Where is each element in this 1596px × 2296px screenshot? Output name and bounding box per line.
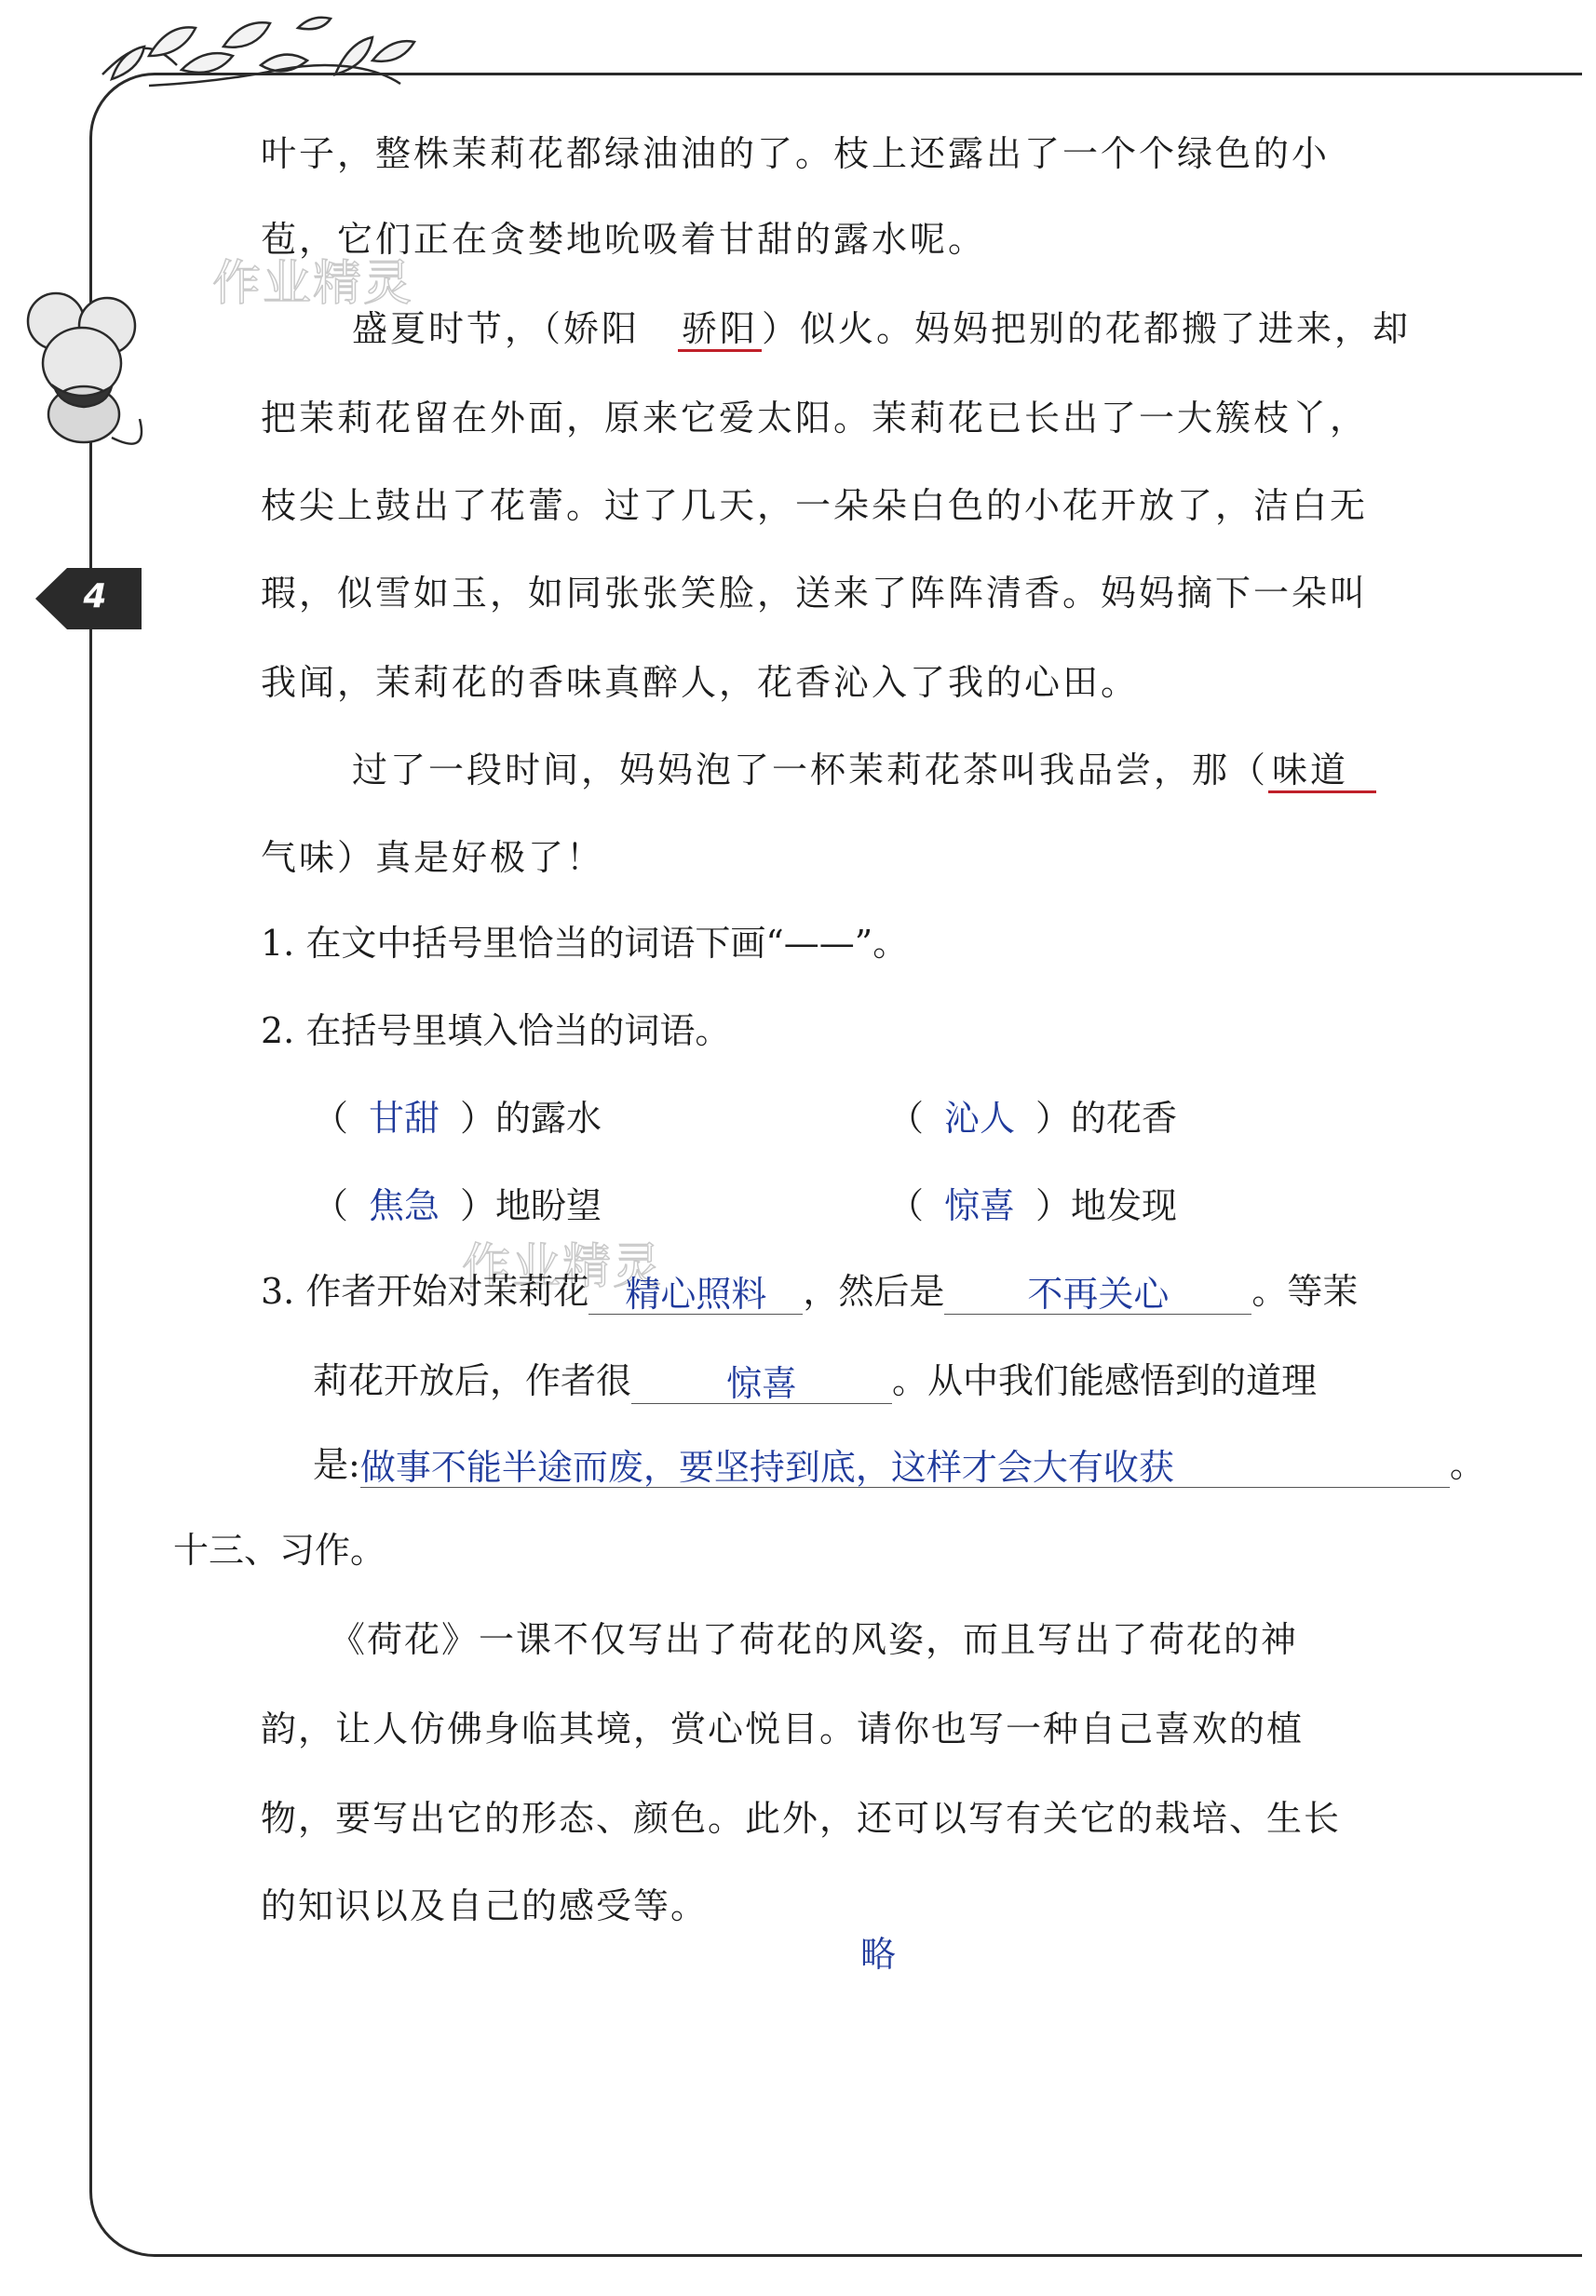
page-number: 4 [83, 577, 107, 615]
question-1: 1. 在文中括号里恰当的词语下画“——”。 [261, 923, 909, 964]
q2-item: （ 焦急 ）地盼望 [313, 1182, 602, 1229]
answer-blank: 不再关心 [944, 1271, 1251, 1315]
passage-line: 我闻，茉莉花的香味真醉人，花香沁入了我的心田。 [261, 662, 1140, 703]
question-2: 2. 在括号里填入恰当的词语。 [261, 1010, 731, 1051]
passage-line [352, 747, 1376, 793]
answer-text: 沁人 [944, 1098, 1016, 1139]
passage-text: 盛夏时节，（娇阳 [352, 308, 679, 349]
passage-line: 叶子，整株茉莉花都绿油油的了。枝上还露出了一个个绿色的小 [261, 133, 1331, 174]
question-3-line-3: 是:做事不能半途而废，要坚持到底，这样才会大有收获 。 [313, 1444, 1485, 1488]
answer-text: 略 [860, 1934, 897, 1975]
passage-line: 气味）真是好极了！ [261, 837, 605, 878]
section-heading: 十三、习作。 [173, 1530, 386, 1571]
passage-text: ）似火。妈妈把别的花都搬了进来，却 [762, 308, 1412, 349]
marked-word: 味道 [1268, 750, 1376, 793]
passage-line: 枝尖上鼓出了花蕾。过了几天，一朵朵白色的小花开放了，洁白无 [261, 485, 1369, 526]
passage-line: 把茉莉花留在外面，原来它爱太阳。茉莉花已长出了一大簇枝丫， [261, 398, 1369, 439]
q2-item: （ 沁人 ）的花香 [888, 1095, 1177, 1141]
answer-text: 焦急 [369, 1185, 440, 1226]
passage-line: 瑕，似雪如玉，如同张张笑脸，送来了阵阵清香。妈妈摘下一朵叫 [261, 573, 1369, 614]
answer-text: 甘甜 [369, 1098, 440, 1139]
q2-item: （ 惊喜 ）地发现 [888, 1182, 1177, 1229]
watermark: 作业精灵 [462, 1239, 664, 1295]
passage-line [352, 305, 1411, 352]
question-3: 3. 作者开始对茉莉花 精心照料 ，然后是 不再关心 。等茉 [261, 1271, 1359, 1315]
marked-word: 骄阳 [678, 308, 762, 352]
watermark: 作业精灵 [212, 256, 414, 312]
question-3-line-2: 莉花开放后，作者很 惊喜 。从中我们能感悟到的道理 [313, 1360, 1318, 1404]
answer-blank: 精心照料 [588, 1271, 803, 1315]
q2-item: （ 甘甜 ）的露水 [313, 1095, 602, 1141]
prompt-line: 韵，让人仿佛身临其境，赏心悦目。请你也写一种自己喜欢的植 [261, 1708, 1305, 1749]
passage-text: 过了一段时间，妈妈泡了一杯茉莉花茶叫我品尝，那（ [352, 750, 1269, 790]
answer-blank: 惊喜 [631, 1360, 892, 1404]
prompt-line: 《荷花》一课不仅写出了荷花的风姿，而且写出了荷花的神 [330, 1619, 1299, 1660]
mouse-icon [19, 284, 158, 470]
passage-line: 苞，它们正在贪婪地吮吸着甘甜的露水呢。 [261, 219, 987, 260]
prompt-line: 的知识以及自己的感受等。 [261, 1885, 709, 1926]
leaf-decoration-icon [93, 9, 494, 112]
answer-text: 惊喜 [944, 1185, 1016, 1226]
answer-blank: 做事不能半途而废，要坚持到底，这样才会大有收获 [360, 1444, 1450, 1488]
prompt-line: 物，要写出它的形态、颜色。此外，还可以写有关它的栽培、生长 [261, 1798, 1342, 1839]
